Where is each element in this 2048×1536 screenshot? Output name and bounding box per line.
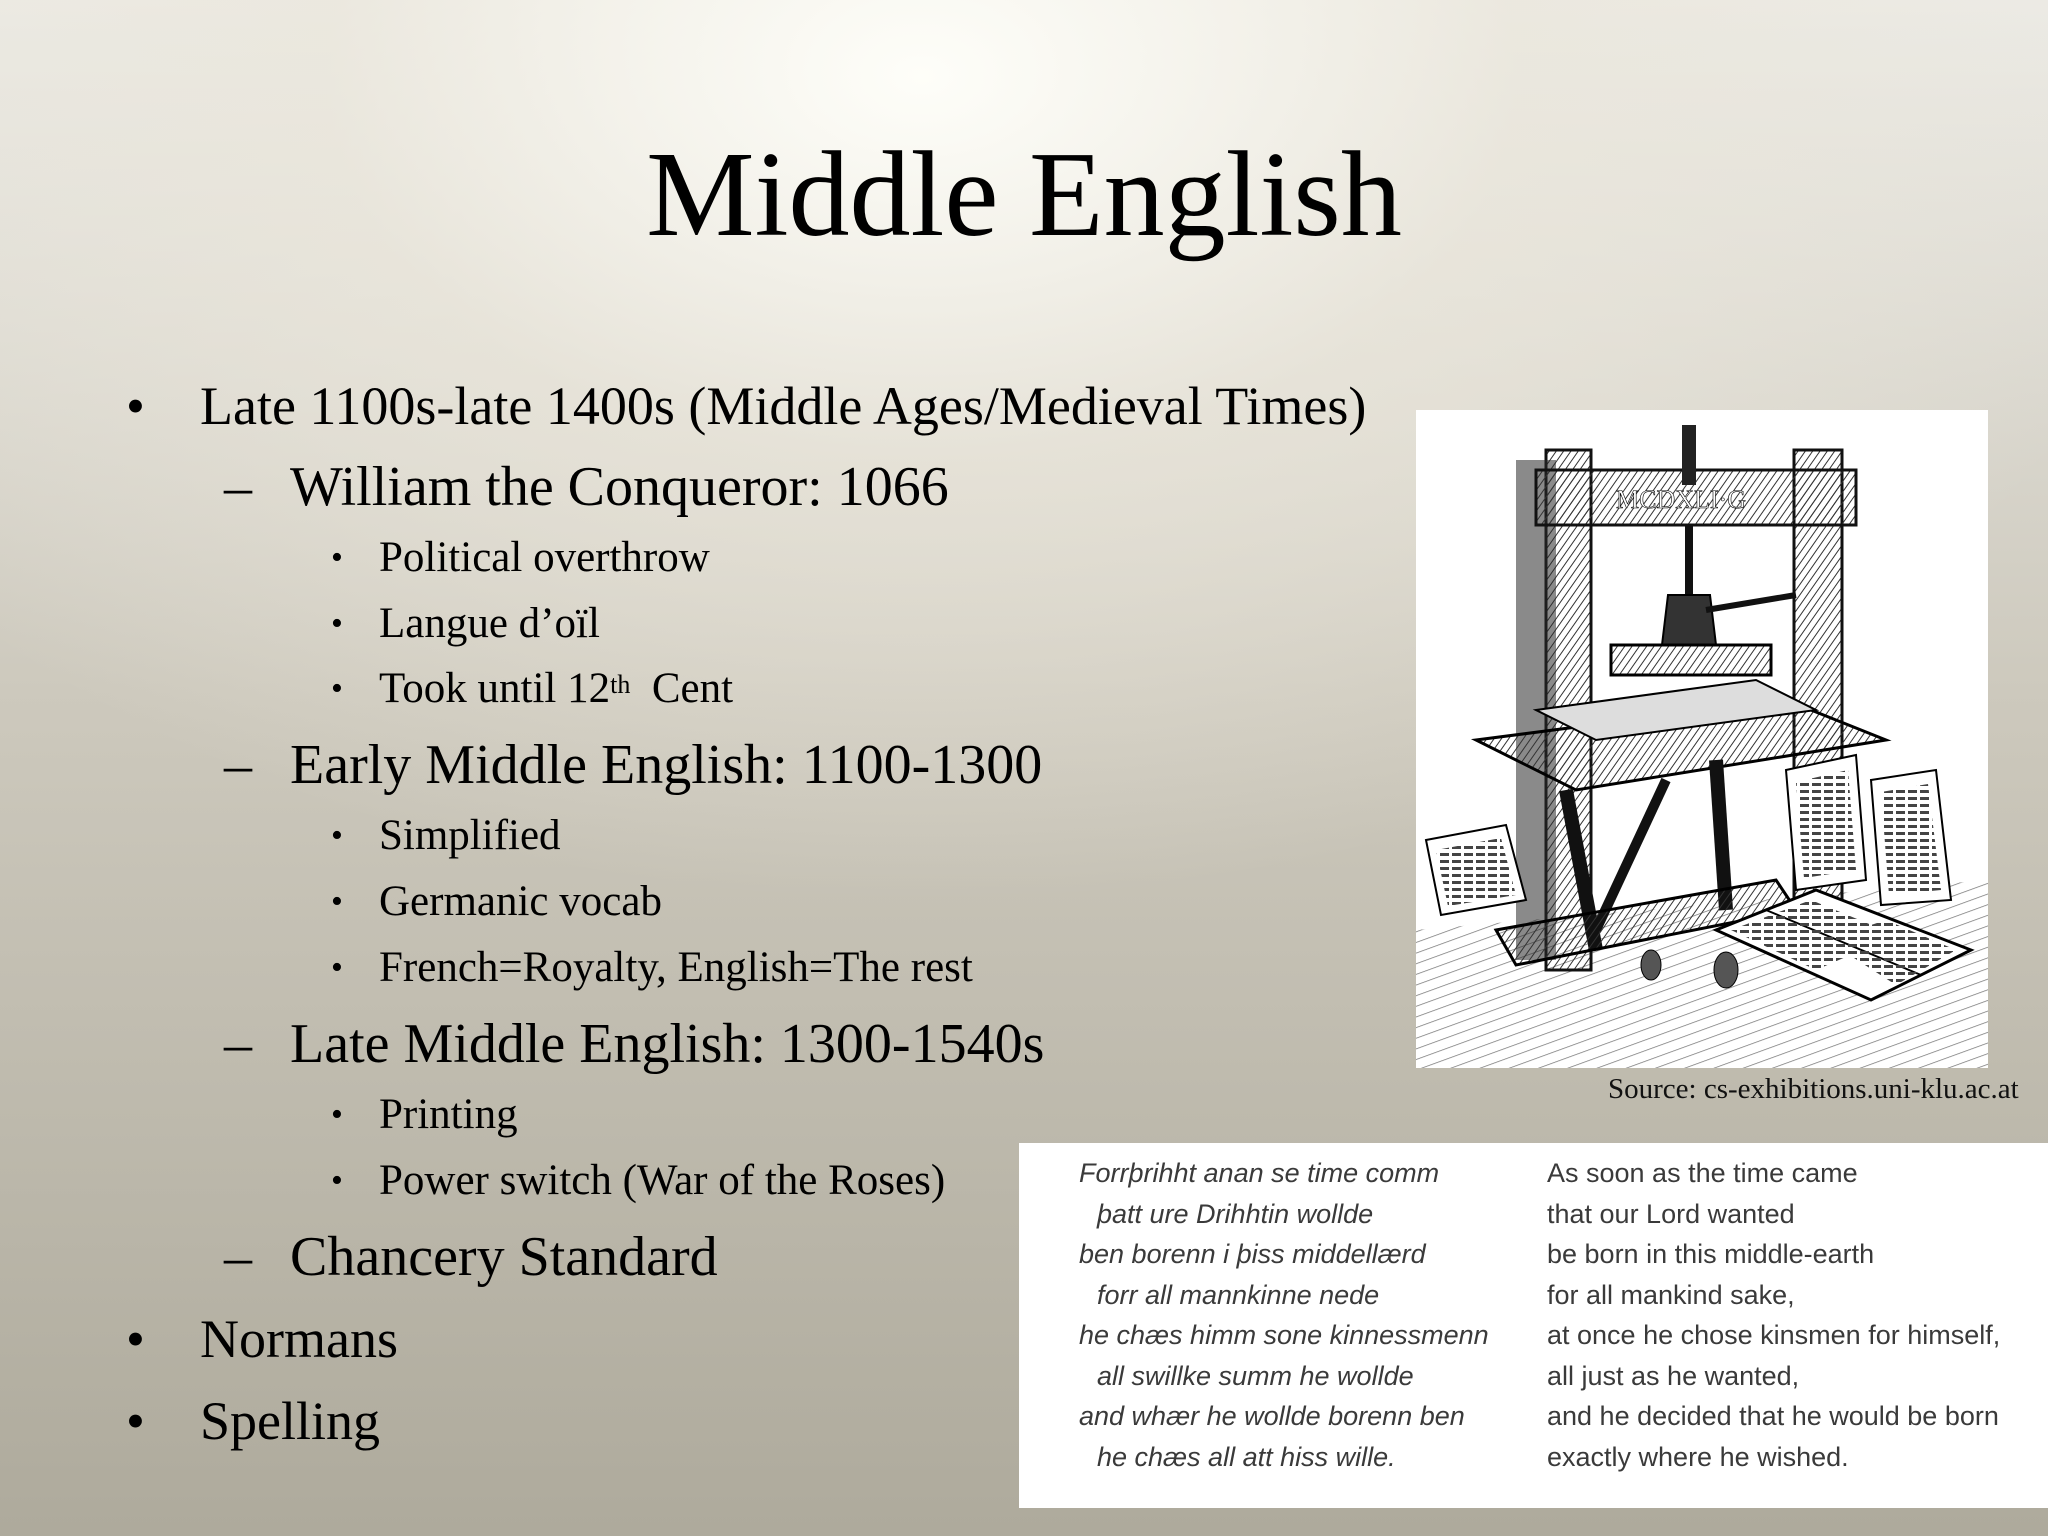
poem-line: ben borenn i þiss middellærd (1079, 1239, 1426, 1269)
poem-line: he chæs all att hiss wille. (1097, 1441, 1396, 1472)
poem-line: Forrþrihht anan se time comm (1079, 1158, 1440, 1188)
sub-sub-bullet-item (331, 1089, 518, 1141)
image-source-caption: Source: cs-exhibitions.uni-klu.ac.at (1608, 1073, 2019, 1105)
sub-bullet-item (224, 732, 1043, 798)
dash-marker: – (224, 1226, 252, 1288)
translation-line: all just as he wanted, (1547, 1360, 1800, 1391)
superscript: th (610, 670, 631, 699)
bullet-text: Germanic vocab (379, 878, 662, 925)
bullet-text: Took until 12 (379, 665, 611, 712)
poem-line: all swillke summ he wollde (1097, 1360, 1414, 1391)
bullet-text: Late Middle English: 1300-1540s (290, 1013, 1045, 1075)
sub-sub-bullet-item (331, 810, 561, 862)
bullet-text: Normans (200, 1309, 398, 1369)
bullet-marker: • (331, 1162, 343, 1199)
bullet-text: French=Royalty, English=The rest (379, 944, 973, 991)
sub-sub-bullet-item (331, 876, 662, 928)
bullet-text: Simplified (379, 812, 561, 859)
bullet-text: Langue d’oïl (379, 600, 600, 647)
sub-sub-bullet-item (331, 598, 600, 650)
translation-line: for all mankind sake, (1547, 1279, 1795, 1310)
bullet-item (126, 374, 1367, 438)
bullet-item (126, 1307, 398, 1371)
poem-comparison-box (1019, 1143, 2048, 1508)
translation-line: exactly where he wished. (1547, 1441, 1849, 1472)
sub-sub-bullet-item (331, 1155, 946, 1207)
translation-line: As soon as the time came (1547, 1158, 1858, 1188)
bullet-marker: • (331, 883, 343, 920)
bullet-marker: • (331, 605, 343, 642)
poem-line: and whær he wollde borenn ben (1079, 1401, 1465, 1431)
printing-press-image (1416, 410, 1988, 1068)
bullet-item (126, 1389, 381, 1453)
bullet-text: William the Conqueror: 1066 (290, 456, 949, 518)
printing-press-illustration (1416, 410, 1988, 1068)
sub-bullet-item (224, 1224, 718, 1290)
sub-bullet-item (224, 454, 949, 520)
dash-marker: – (224, 1013, 252, 1075)
bullet-marker: • (126, 1309, 145, 1369)
poem-line: forr all mannkinne nede (1097, 1279, 1380, 1310)
bullet-text: Political overthrow (379, 534, 710, 581)
bullet-marker: • (126, 1391, 145, 1451)
translation-line: be born in this middle-earth (1547, 1239, 1875, 1269)
bullet-text: Early Middle English: 1100-1300 (290, 734, 1043, 796)
bullet-text-suffix: Cent (630, 665, 734, 712)
bullet-text: Late 1100s-late 1400s (Middle Ages/Medieval Times) (200, 376, 1367, 436)
sub-sub-bullet-item (331, 942, 973, 994)
sub-sub-bullet-item (331, 532, 710, 584)
bullet-marker: • (331, 670, 343, 707)
slide-title: Middle English (646, 127, 1402, 262)
translation-line: at once he chose kinsmen for himself, (1547, 1320, 2001, 1350)
translation-column (1547, 1153, 2000, 1477)
sub-sub-bullet-item (331, 663, 734, 715)
bullet-marker: • (331, 1096, 343, 1133)
poem-line: þatt ure Drihhtin wollde (1097, 1198, 1374, 1229)
bullet-marker: • (331, 949, 343, 986)
dash-marker: – (224, 734, 252, 796)
poem-line: he chæs himm sone kinnessmenn (1079, 1320, 1489, 1350)
bullet-text: Printing (379, 1091, 518, 1138)
translation-line: and he decided that he would be born (1547, 1401, 1999, 1431)
bullet-marker: • (331, 539, 343, 576)
bullet-text: Spelling (200, 1391, 381, 1451)
press-inscription: MCDXLI·G (1616, 485, 1746, 514)
dash-marker: – (224, 456, 252, 518)
bullet-marker: • (126, 376, 145, 436)
translation-line: that our Lord wanted (1547, 1198, 1795, 1229)
bullet-text: Power switch (War of the Roses) (379, 1157, 946, 1204)
original-text-column (1079, 1153, 1489, 1477)
sub-bullet-item (224, 1011, 1045, 1077)
bullet-text: Chancery Standard (290, 1226, 718, 1288)
bullet-marker: • (331, 817, 343, 854)
